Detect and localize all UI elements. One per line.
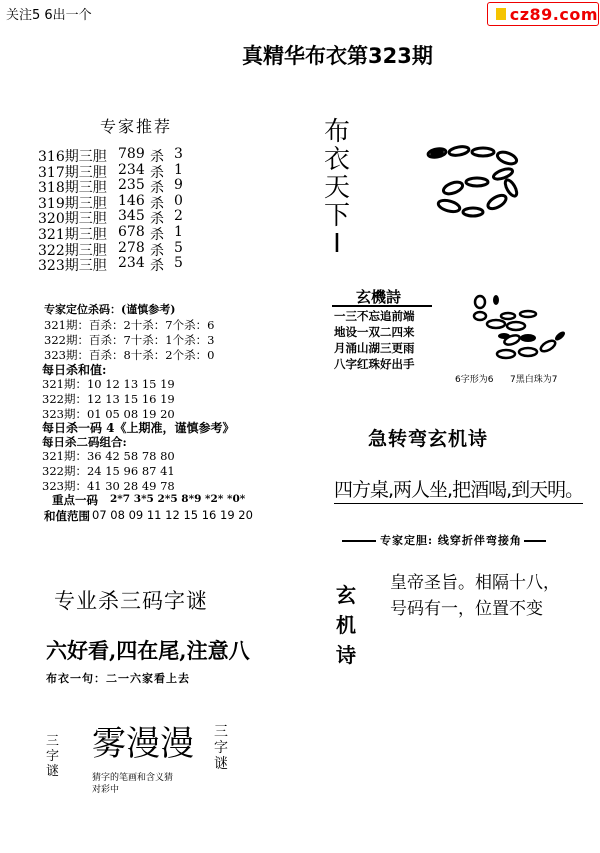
position-kill-row: 323期：百杀：8十杀：2个杀：0 bbox=[44, 348, 215, 362]
vertical-char: 衣 bbox=[324, 145, 351, 175]
expert-row-kill-digit: 0 bbox=[174, 192, 183, 209]
expert-row-issue: 321期三胆 bbox=[38, 227, 107, 243]
expert-row-nums: 146 bbox=[118, 192, 145, 209]
riddle-char: 谜 bbox=[214, 756, 228, 772]
dash-right bbox=[524, 540, 546, 542]
position-kill-row: 321期：百杀：2十杀：7个杀：6 bbox=[44, 318, 215, 332]
watermark-text: cz89.com bbox=[509, 4, 598, 24]
vertical-char: 玄 bbox=[336, 583, 356, 607]
xuanji-vertical bbox=[336, 580, 356, 670]
daily-one-heading: 每日杀一码 4《上期准，谨慎参考》 bbox=[42, 421, 235, 435]
daily-two-row: 322期：24 15 96 87 41 bbox=[42, 464, 175, 478]
caption-seven: 7黑白珠为7 bbox=[510, 375, 558, 385]
caption-six: 6字形为6 bbox=[455, 375, 494, 385]
vertical-char: 天 bbox=[324, 173, 351, 203]
expert-row-issue: 319期三胆 bbox=[38, 195, 107, 212]
expert-row-issue: 320期三胆 bbox=[38, 211, 107, 228]
expert-row-nums: 234 bbox=[118, 255, 145, 272]
four-table-line: 四方桌,两人坐,把酒喝,到天明。 bbox=[334, 475, 583, 504]
fog-text: 雾漫漫 bbox=[92, 724, 194, 764]
expert-row-kill: 杀 bbox=[150, 164, 164, 181]
vertical-char: 下 bbox=[324, 201, 351, 231]
logo-square-icon bbox=[496, 8, 506, 20]
expert-row-kill: 杀 bbox=[150, 258, 164, 275]
vertical-char: 诗 bbox=[336, 643, 356, 667]
expert-row-nums: 234 bbox=[118, 161, 145, 178]
expert-row-kill: 杀 bbox=[150, 211, 164, 228]
expert-row-kill: 杀 bbox=[150, 195, 164, 212]
top-note: 关注5 6出一个 bbox=[6, 8, 92, 23]
bead-six-seven-icon bbox=[470, 292, 570, 364]
expert-row-kill-digit: 2 bbox=[174, 208, 183, 225]
position-kill-heading: 专家定位杀码：(谨慎参考) bbox=[44, 303, 176, 316]
daily-two-row: 321期：36 42 58 78 80 bbox=[42, 449, 175, 463]
expert-heading: 专家推荐 bbox=[100, 117, 173, 136]
daily-sum-row: 321期：10 12 13 15 19 bbox=[42, 377, 175, 391]
turn-poem-title: 急转弯玄机诗 bbox=[368, 428, 489, 450]
expert-row-kill-digit: 5 bbox=[174, 255, 183, 272]
expert-row-issue: 323期三胆 bbox=[38, 258, 107, 275]
poem-line: 八字红珠好出手 bbox=[334, 357, 415, 371]
expert-row-issue: 322期三胆 bbox=[38, 242, 107, 259]
six-good-line: 六好看,四在尾,注意八 bbox=[46, 638, 250, 663]
expert-row-issue: 318期三胆 bbox=[38, 180, 107, 197]
daily-sum-row: 322期：12 13 15 16 19 bbox=[42, 392, 175, 406]
kill-three-title: 专业杀三码字谜 bbox=[54, 589, 208, 613]
sum-range-values: 07 08 09 11 12 15 16 19 20 bbox=[92, 508, 253, 522]
expert-row-issue: 316期三胆 bbox=[38, 149, 107, 165]
buyi-line: 布衣一句：二一六家看上去 bbox=[46, 672, 190, 685]
poem-divider bbox=[332, 305, 432, 307]
buyi-vertical bbox=[324, 118, 350, 258]
emperor-line: 皇帝圣旨。相隔十八， bbox=[390, 573, 560, 593]
riddle-char: 字 bbox=[214, 740, 228, 756]
poem-line: 月涌山湖三更雨 bbox=[334, 341, 415, 355]
vertical-char: 布 bbox=[324, 117, 351, 147]
emperor-line: 号码有一，位置不变 bbox=[390, 599, 543, 619]
riddle-char: 三 bbox=[214, 724, 228, 740]
expert-bile-line: 专家定胆: 线穿折伴弯接角 bbox=[380, 534, 522, 547]
riddle-char: 三 bbox=[46, 734, 60, 749]
sum-range-label: 和值范围 bbox=[44, 509, 90, 523]
expert-row-kill: 杀 bbox=[150, 242, 164, 259]
page-title: 真精华布衣第323期 bbox=[242, 44, 433, 68]
key-label: 重点一码 bbox=[52, 493, 98, 507]
three-riddle-right bbox=[214, 724, 228, 772]
expert-row-nums: 789 bbox=[118, 146, 145, 162]
position-kill-row: 322期：百杀：7十杀：1个杀：3 bbox=[44, 333, 215, 347]
expert-row-nums: 278 bbox=[118, 239, 145, 256]
daily-two-heading: 每日杀二码组合: bbox=[42, 435, 127, 449]
riddle-char: 字 bbox=[46, 749, 60, 764]
expert-row-kill-digit: 1 bbox=[174, 161, 183, 178]
expert-row-kill: 杀 bbox=[150, 180, 164, 197]
daily-sum-heading: 每日杀和值: bbox=[42, 363, 107, 377]
vertical-char: 机 bbox=[336, 613, 356, 637]
watermark-badge bbox=[487, 2, 599, 26]
daily-sum-row: 323期：01 05 08 19 20 bbox=[42, 407, 175, 421]
riddle-char: 谜 bbox=[46, 764, 60, 779]
expert-row-issue: 317期三胆 bbox=[38, 164, 107, 181]
poem-heading: 玄機詩 bbox=[356, 288, 402, 306]
three-riddle-left bbox=[46, 734, 59, 779]
expert-row-kill-digit: 1 bbox=[174, 224, 183, 240]
expert-row-kill: 杀 bbox=[150, 149, 164, 165]
dash-left bbox=[342, 540, 376, 542]
key-values: 2*7 3*5 2*5 8*9 *2* *0* bbox=[110, 493, 246, 505]
vertical-char: I bbox=[333, 229, 341, 259]
expert-row-kill-digit: 9 bbox=[174, 177, 183, 194]
expert-row-kill-digit: 3 bbox=[174, 146, 183, 162]
expert-row-nums: 678 bbox=[118, 224, 145, 240]
expert-row-kill: 杀 bbox=[150, 227, 164, 243]
expert-row-kill-digit: 5 bbox=[174, 239, 183, 256]
expert-row-nums: 345 bbox=[118, 208, 145, 225]
expert-row-nums: 235 bbox=[118, 177, 145, 194]
bead-eight-icon bbox=[425, 140, 535, 220]
poem-line: 地设一双二四来 bbox=[334, 325, 415, 339]
poem-line: 一三不忘追前端 bbox=[334, 309, 415, 323]
daily-two-row: 323期：41 30 28 49 78 bbox=[42, 479, 175, 493]
fog-note: 猜字的笔画和含义猜 bbox=[92, 773, 174, 783]
fog-note: 对彩中 bbox=[92, 785, 120, 795]
